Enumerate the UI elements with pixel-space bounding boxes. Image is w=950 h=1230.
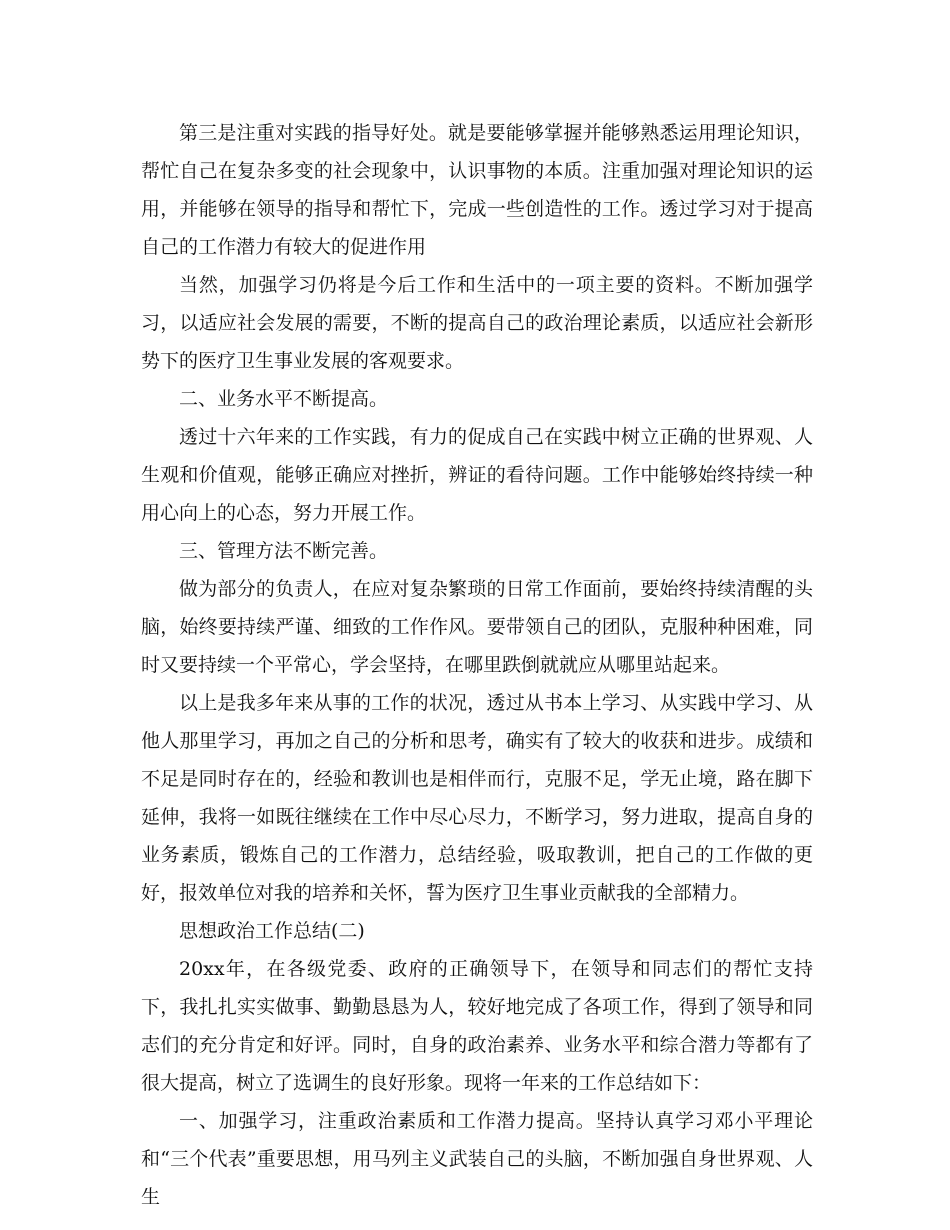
- paragraph-summary: 以上是我多年来从事的工作的状况，透过从书本上学习、从实践中学习、从他人那里学习，再加之自己的分析和思考，确实有了较大的收获和进步。成绩和不足是同时存在的，经验和教训也是相伴而行，克服不足，学无止境，路在脚下延伸，我将一如既往继续在工作中尽心尽力，不断学习，努力进取，提高自身的业务素质，锻炼自己的工作潜力，总结经验，吸取教训，把自己的工作做的更好，报效单位对我的培养和关怀，誓为医疗卫生事业贡献我的全部精力。: [141, 692, 813, 904]
- paragraph-study-improvement: 一、加强学习，注重政治素质和工作潜力提高。坚持认真学习邓小平理论和“三个代表”重要思想，用马列主义武装自己的头脑，不断加强自身世界观、人生: [141, 1110, 813, 1208]
- paragraph-annual-overview: 20xx年，在各级党委、政府的正确领导下，在领导和同志们的帮忙支持下，我扎扎实实做事、勤勤恳恳为人，较好地完成了各项工作，得到了领导和同志们的充分肯定和好评。同时，自身的政治素养、业务水平和综合潜力等都有了很大提高，树立了选调生的良好形象。现将一年来的工作总结如下：: [141, 958, 813, 1094]
- paragraph-work-practice: 透过十六年来的工作实践，有力的促成自己在实践中树立正确的世界观、人生观和价值观，能够正确应对挫折，辨证的看待问题。工作中能够始终持续一种用心向上的心态，努力开展工作。: [141, 426, 813, 524]
- section-heading-business-level: 二、业务水平不断提高。: [179, 388, 389, 410]
- document-body: [141, 114, 813, 1216]
- paragraph-practice-guidance: 第三是注重对实践的指导好处。就是要能够掌握并能够熟悉运用理论知识，帮忙自己在复杂多变的社会现象中，认识事物的本质。注重加强对理论知识的运用，并能够在领导的指导和帮忙下，完成一些创造性的工作。透过学习对于提高自己的工作潜力有较大的促进作用: [141, 122, 813, 258]
- section-heading-management: 三、管理方法不断完善。: [179, 540, 389, 562]
- paragraph-team-leadership: 做为部分的负责人，在应对复杂繁琐的日常工作面前，要始终持续清醒的头脑，始终要持续严谨、细致的工作作风。要带领自己的团队，克服种种困难，同时又要持续一个平常心，学会坚持，在哪里跌倒就就应从哪里站起来。: [141, 578, 813, 676]
- paragraph-continued-learning: 当然，加强学习仍将是今后工作和生活中的一项主要的资料。不断加强学习，以适应社会发展的需要，不断的提高自己的政治理论素质，以适应社会新形势下的医疗卫生事业发展的客观要求。: [141, 274, 813, 372]
- document-section-title: 思想政治工作总结(二): [179, 920, 365, 942]
